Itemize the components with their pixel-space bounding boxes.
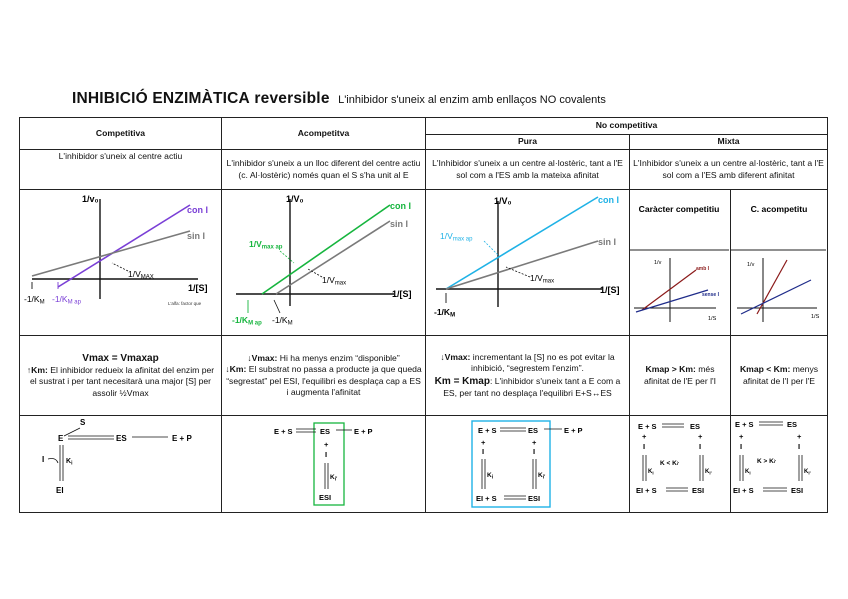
y-axis-label: 1/V₀ xyxy=(494,195,512,206)
graph-cell-competitiva xyxy=(20,190,222,336)
scheme-kip: $K_{i'}$ xyxy=(705,468,712,475)
vmaxap-label: 1/Vmax ap xyxy=(249,238,283,250)
scheme-ki: $K_i$ xyxy=(745,468,751,475)
km-note: ↑Km: El inhibidor redueix la afinitat del enzim per el sustrat i per tant necesitarà una major [S] per assolir ½Vmax xyxy=(26,365,215,398)
y-axis-label: 1/V₀ xyxy=(286,193,304,204)
y-axis-label: 1/v₀ xyxy=(82,193,99,204)
vmax-note: ↓Vmax: incrementant la [S] no es pot evitar la inhibició, “segrestem l'enzim”. xyxy=(440,351,615,374)
desc-competitiva: L'inhibidor s'uneix al centre actiu xyxy=(20,150,222,190)
x-axis-label: 1/[S] xyxy=(392,288,412,299)
scheme-pura xyxy=(426,416,630,513)
scheme-kip: $K_{i'}$ xyxy=(538,471,546,480)
scheme-i-right: I xyxy=(798,441,801,451)
notes-pura xyxy=(426,336,630,416)
scheme-esi: ESI xyxy=(319,492,332,502)
scheme-plus-right: + xyxy=(532,437,537,447)
scheme-esi: ESI xyxy=(692,485,705,495)
scheme-e-plus-s: E + S xyxy=(735,419,754,429)
graph-cell-pura xyxy=(426,190,630,336)
vmaxap-pointer xyxy=(280,251,294,263)
km-label: -1/KM xyxy=(434,306,456,318)
kmap-label: -1/KM ap xyxy=(52,293,81,305)
scheme-es: ES xyxy=(690,421,701,431)
line-con-i xyxy=(58,205,190,287)
vmax-label: 1/Vmax xyxy=(530,272,555,284)
notes-acompetitiva xyxy=(222,336,426,416)
scheme-esi: ESI xyxy=(528,493,541,503)
sin-i-label: sin I xyxy=(598,236,617,247)
graph-acompetitiva xyxy=(222,191,424,335)
scheme-ei-plus-s: EI + S xyxy=(476,493,497,503)
scheme-e-plus-s: E + S xyxy=(478,425,497,435)
scheme-ki-lt: K < Ki' xyxy=(660,459,680,467)
scheme-ep: E + P xyxy=(354,426,373,436)
scheme-es: ES xyxy=(787,419,798,429)
scheme-plus-left: + xyxy=(642,431,647,441)
line-amb-i xyxy=(642,270,696,310)
scheme-es: ES xyxy=(320,426,331,436)
scheme-i-left: I xyxy=(482,446,485,456)
km-pointer xyxy=(274,300,280,313)
scheme-ki-gt: K > Ki' xyxy=(757,457,777,465)
scheme-kip: $K_{i'}$ xyxy=(804,468,811,475)
scheme-i-left: I xyxy=(643,441,646,451)
header-pura: Pura xyxy=(426,135,630,150)
con-i-label: con I xyxy=(390,200,412,211)
scheme-esi: ESI xyxy=(791,485,804,495)
vmax-label: 1/VMAX xyxy=(128,268,154,280)
vmax-pointer xyxy=(506,267,530,277)
scheme-e-plus-s: E + S xyxy=(274,426,293,436)
scheme-es: ES xyxy=(528,425,539,435)
line-sense-i xyxy=(741,280,811,314)
small-y-label: 1/v xyxy=(654,260,662,266)
scheme-ei: EI xyxy=(56,485,64,495)
scheme-i: I xyxy=(325,449,328,459)
header-mixta: Mixta xyxy=(630,135,828,150)
scheme-ki: $K_i$ xyxy=(648,468,654,475)
scheme-mixta-competitiu-svg xyxy=(630,417,729,512)
c-acompetitiu-label: C. acompetitu xyxy=(750,204,808,214)
km-label: -1/KM xyxy=(272,314,293,326)
desc-acompetitiva: L'inhibidor s'uneix a un lloc diferent del centre actiu (c. Al·lostèric) només quan el S s'ha unit al E xyxy=(222,150,426,190)
vmax-pointer xyxy=(112,263,128,271)
scheme-ep: E + P xyxy=(172,433,192,443)
scheme-plus-right: + xyxy=(797,431,802,441)
km-note: ↓Km: El substrat no passa a producte ja que queda “segrestat” pel ESI, l'equilibri es desplaça cap a ES i augmenta l'afinitat xyxy=(225,364,422,397)
scheme-competitiva-svg xyxy=(20,417,220,512)
scheme-i: I xyxy=(42,454,45,464)
x-axis-label: 1/[S] xyxy=(600,284,620,295)
header-acompetitiva: Acompetitva xyxy=(222,118,426,150)
scheme-acompetitiva-svg xyxy=(222,417,424,512)
vmax-label: 1/Vmax xyxy=(322,274,347,286)
credit-label: L'alfa: factor que xyxy=(168,300,202,306)
line-amb-i xyxy=(757,260,787,314)
graph-cell-mixta-acompetitiu xyxy=(731,190,828,336)
scheme-s: S xyxy=(80,417,86,427)
km-label: -1/KM xyxy=(24,293,45,305)
vmax-note: ↓Vmax: Hi ha menys enzim “disponible” xyxy=(247,352,400,363)
vmaxap-label: 1/Vmax ap xyxy=(440,230,473,242)
scheme-ei-plus-s: EI + S xyxy=(636,485,657,495)
i-binding-arrow xyxy=(48,458,58,463)
vmax-equal: Vmax = Vmaxap xyxy=(82,352,159,364)
graph-pura xyxy=(426,191,628,335)
notes-competitiva xyxy=(20,336,222,416)
sense-i-label: sense I xyxy=(702,292,719,298)
scheme-mixta-competitiu xyxy=(630,416,731,513)
scheme-i-right: I xyxy=(533,446,536,456)
sin-i-label: sin I xyxy=(390,218,409,229)
scheme-es: ES xyxy=(116,433,127,443)
scheme-mixta-acompetitiu-svg xyxy=(731,417,826,512)
scheme-acompetitiva xyxy=(222,416,426,513)
inhibition-table xyxy=(19,117,828,513)
page-title xyxy=(72,90,606,108)
title-main: INHIBICIÓ ENZIMÀTICA xyxy=(72,90,250,107)
caracter-competitiu-label: Caràcter competitiu xyxy=(638,204,720,214)
title-subtitle: L'inhibidor s'uneix al enzim amb enllaços NO covalents xyxy=(338,94,606,106)
header-no-competitiva: No competitiva xyxy=(426,118,828,135)
scheme-ei-plus-s: EI + S xyxy=(733,485,754,495)
con-i-label: con I xyxy=(598,194,620,205)
notes-mixta-competitiu: Kmap > Km: més afinitat de l'E per l'I xyxy=(630,336,731,416)
line-sin-i xyxy=(446,241,598,289)
x-axis-label: 1/[S] xyxy=(188,282,208,293)
km-note: Km = Kmap: L'inhibidor s'uneix tant a E com a ES, per tant no desplaça l'equilibri E+S↔ES xyxy=(434,375,621,398)
small-x-label: 1/S xyxy=(811,314,820,320)
scheme-e: E xyxy=(58,433,64,443)
scheme-plus-left: + xyxy=(739,431,744,441)
scheme-ki: $K_i$ xyxy=(66,457,73,466)
title-reversible: reversible xyxy=(254,90,330,107)
graph-competitiva xyxy=(20,191,220,335)
scheme-plus-left: + xyxy=(481,437,486,447)
small-x-label: 1/S xyxy=(708,316,717,322)
desc-pura: L'Inhibidor s'uneix a un centre al·lostèric, tant a l'E sol com a l'ES amb la mateixa afinitat xyxy=(426,150,630,190)
scheme-i-right: I xyxy=(699,441,702,451)
line-con-i xyxy=(446,197,598,289)
small-y-label: 1/v xyxy=(747,262,755,268)
scheme-ep: E + P xyxy=(564,425,583,435)
sin-i-label: sin I xyxy=(187,230,206,241)
scheme-plus: + xyxy=(324,439,329,449)
scheme-mixta-acompetitiu xyxy=(731,416,828,513)
scheme-plus-right: + xyxy=(698,431,703,441)
graph-mixta-acompetitiu xyxy=(731,190,826,334)
header-competitiva: Competitiva xyxy=(20,118,222,150)
scheme-kip: $K_{i'}$ xyxy=(330,473,338,482)
con-i-label: con I xyxy=(187,204,209,215)
scheme-ki: $K_i$ xyxy=(487,471,494,480)
scheme-competitiva xyxy=(20,416,222,513)
scheme-e-plus-s: E + S xyxy=(638,421,657,431)
line-sense-i xyxy=(636,290,708,312)
s-binding-arrow xyxy=(64,428,80,436)
amb-i-label: amb I xyxy=(696,266,710,272)
desc-mixta: L'Inhibidor s'uneix a un centre al·lostèric, tant a l'E sol com a l'ES amb diferent afinitat xyxy=(630,150,828,190)
graph-cell-acompetitiva xyxy=(222,190,426,336)
line-sin-i xyxy=(32,231,190,276)
kmap-label: -1/KM ap xyxy=(232,314,262,326)
scheme-i-left: I xyxy=(740,441,743,451)
notes-mixta-acompetitiu: Kmap < Km: menys afinitat de l'I per l'E xyxy=(731,336,828,416)
graph-cell-mixta-competitiu xyxy=(630,190,731,336)
graph-mixta-competitiu xyxy=(630,190,729,334)
scheme-pura-svg xyxy=(426,417,628,512)
